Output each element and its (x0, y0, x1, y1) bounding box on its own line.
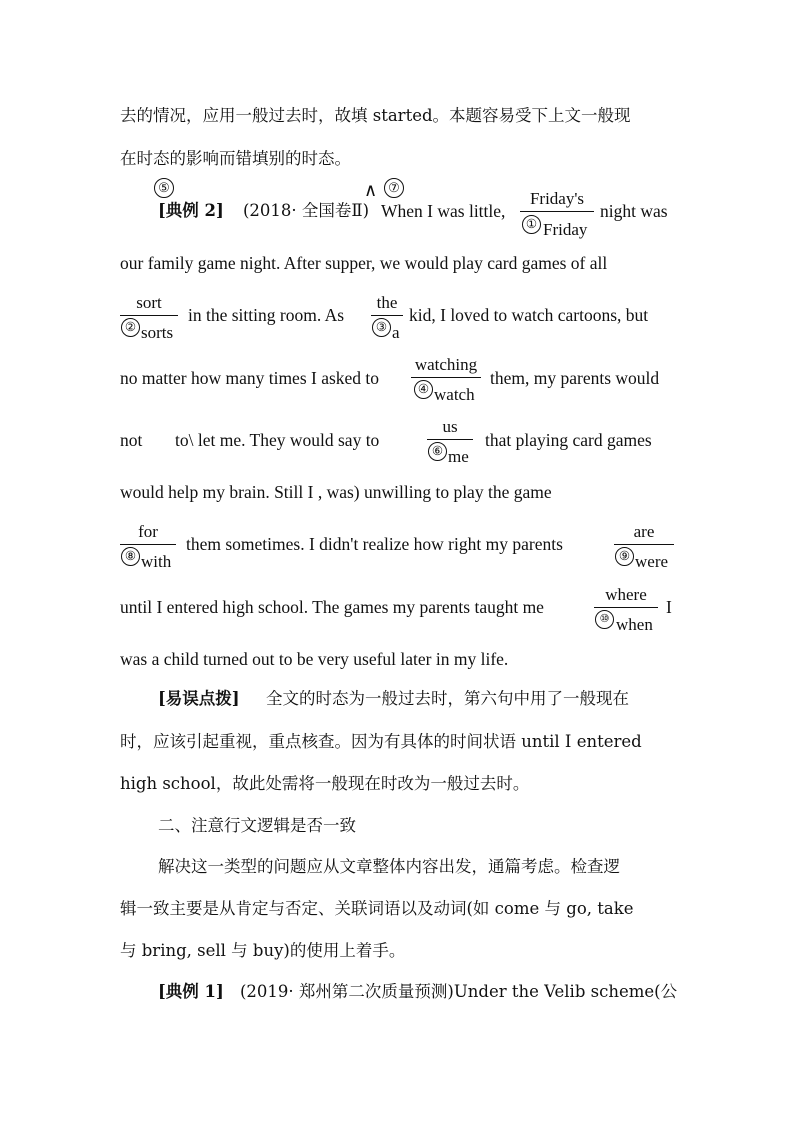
example1-tag: [典例 1] (158, 982, 224, 1001)
correction-8-top: for (138, 522, 158, 541)
text-until-entered: until I entered high school. The games my parents taught me (120, 597, 544, 617)
correction-6-bottom: me (448, 447, 469, 466)
correction-3-bottom: a (392, 323, 400, 342)
fraction-bar (411, 377, 481, 378)
correction-8-bottom: with (141, 552, 172, 571)
correction-4-bottom: watch (434, 385, 475, 404)
correction-4-top: watching (414, 355, 478, 374)
correction-2 (120, 292, 178, 344)
correction-1-top: Friday's (529, 189, 585, 208)
analysis-line-1: 全文的时态为一般过去时，第六句中用了一般现在 (266, 689, 629, 708)
fraction-bar (594, 607, 658, 608)
fraction-bar (120, 544, 176, 545)
correction-10 (594, 584, 658, 636)
correction-3-top: the (376, 293, 398, 312)
correction-10-number: ⑩ (595, 610, 614, 629)
correction-8 (120, 521, 176, 573)
text-when-i-was-little: When I was little, (381, 201, 506, 221)
marker-7: ⑦ (384, 178, 404, 198)
example2-tag: [典例 2] (158, 201, 224, 220)
fraction-bar (371, 315, 403, 316)
text-that-playing: that playing card games (485, 430, 652, 450)
text-not: not (120, 430, 143, 450)
correction-9-number: ⑨ (615, 547, 634, 566)
text-no-matter: no matter how many times I asked to (120, 368, 380, 388)
fraction-bar (614, 544, 674, 545)
fraction-bar (427, 439, 473, 440)
correction-1 (520, 188, 594, 240)
analysis-line-3: high school，故此处需将一般现在时改为一般过去时。 (120, 774, 530, 793)
correction-3-number: ③ (372, 318, 391, 337)
section-paragraph-2: 辑一致主要是从肯定与否定、关联词语以及动词(如 come 与 go, take (120, 899, 634, 918)
correction-4 (411, 354, 481, 406)
text-night-was: night was (600, 201, 668, 221)
marker-5: ⑤ (154, 178, 174, 198)
correction-9 (614, 521, 674, 573)
correction-6-number: ⑥ (428, 442, 447, 461)
text-to-let-me: to\ let me. They would say to (175, 430, 380, 450)
section-paragraph-1: 解决这一类型的问题应从文章整体内容出发，通篇考虑。检查逻 (158, 857, 620, 876)
text-line-brain: would help my brain. Still I , was) unwilling to play the game (120, 482, 552, 502)
fraction-bar (520, 211, 594, 212)
text-them-sometimes: them sometimes. I didn't realize how right my parents (186, 534, 563, 554)
text-I: I (666, 597, 672, 617)
section-paragraph-3: 与 bring, sell 与 buy)的使用上着手。 (120, 941, 406, 960)
insert-caret: ∧ (364, 180, 378, 200)
correction-2-top: sort (136, 293, 162, 312)
correction-8-number: ⑧ (121, 547, 140, 566)
example2-source: (2018· 全国卷Ⅱ) (243, 201, 370, 220)
correction-9-bottom: were (635, 552, 669, 571)
correction-10-bottom: when (616, 615, 653, 634)
correction-2-number: ② (121, 318, 140, 337)
correction-2-bottom: sorts (141, 323, 174, 342)
intro-line-1: 去的情况，应用一般过去时，故填 started。本题容易受下上文一般现 (120, 106, 631, 125)
text-kid-cartoons: kid, I loved to watch cartoons, but (409, 305, 649, 325)
correction-9-top: are (633, 522, 655, 541)
correction-1-bottom: Friday (543, 220, 588, 239)
correction-3 (371, 292, 403, 344)
text-line-family: our family game night. After supper, we would play card games of all (120, 253, 608, 273)
analysis-line-2: 时，应该引起重视，重点核查。因为有具体的时间状语 until I entered (120, 732, 642, 751)
correction-6-top: us (442, 417, 458, 436)
correction-4-number: ④ (414, 380, 433, 399)
section-heading: 二、注意行文逻辑是否一致 (158, 816, 356, 835)
correction-10-top: where (605, 585, 647, 604)
fraction-bar (120, 315, 178, 316)
text-in-sitting-room: in the sitting room. As (188, 305, 345, 325)
example1-text: (2019· 郑州第二次质量预测)Under the Velib scheme(公 (240, 982, 678, 1001)
correction-1-number: ① (522, 215, 541, 234)
text-them-parents: them, my parents would (490, 368, 660, 388)
analysis-tag: [易误点拨] (158, 689, 240, 708)
text-last-line: was a child turned out to be very useful later in my life. (120, 649, 509, 669)
intro-line-2: 在时态的影响而错填别的时态。 (120, 149, 351, 168)
correction-6 (427, 416, 473, 468)
